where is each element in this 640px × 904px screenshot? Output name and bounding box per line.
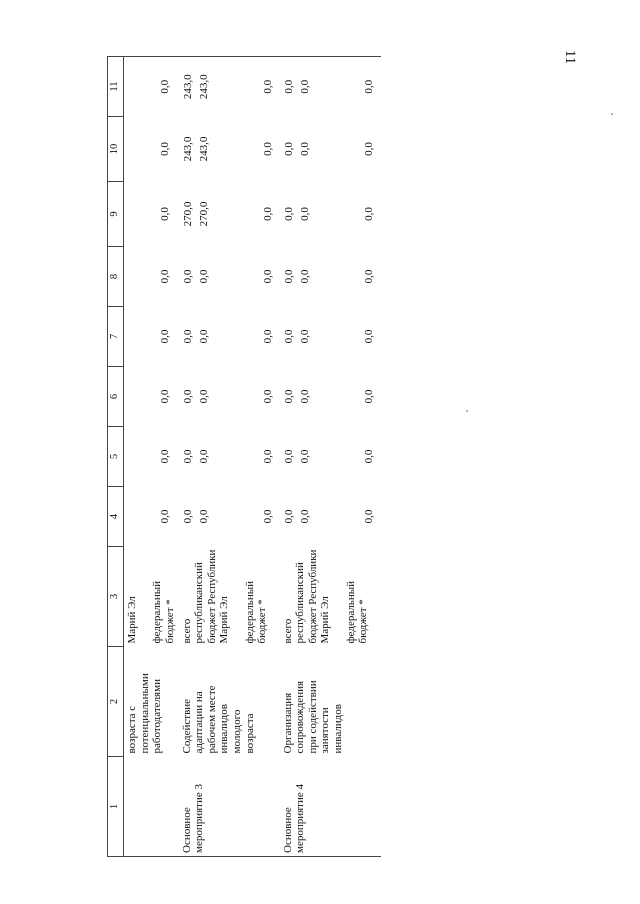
value-text: 0,0 [362,79,375,94]
funding-source-line: федеральный [243,581,256,644]
value-text: 0,0 [261,329,274,344]
value-cell [124,307,179,367]
value-text: 0,0 [298,207,311,221]
value-cell [124,117,179,182]
value-text: 0,0 [261,269,274,284]
activity-description [280,647,381,757]
header-cell: 3 [108,547,124,647]
value-cell [280,117,381,182]
funding-source-line: Марий Эл [218,596,231,644]
value-text: 243,0 [181,74,194,100]
value-cell [280,367,381,427]
value-text: 0,0 [362,449,375,464]
value-text: 0,0 [261,389,274,404]
value-text: 0,0 [159,509,171,524]
table-row [124,57,179,857]
funding-source-line: федеральный [151,581,164,644]
header-cell: 11 [108,57,124,117]
activity-description-line: сопровождения [294,680,307,754]
funding-source-line: федеральный [344,581,357,644]
page-number: 11 [562,49,578,65]
value-cell [179,247,280,307]
header-cell: 10 [108,117,124,182]
value-text: 0,0 [159,449,171,464]
activity-description-line: возраста с [126,705,138,754]
value-cell [280,182,381,247]
value-text: 0,0 [298,142,311,156]
activity-name-line: Основное [180,807,193,853]
value-text: 0,0 [298,329,311,344]
value-cell [124,182,179,247]
activity-name-line: Основное [281,807,294,853]
budget-table [107,56,381,857]
activity-description-line: молодого [231,709,244,754]
value-cell [179,57,280,117]
value-cell [179,427,280,487]
value-text: 0,0 [282,329,295,344]
activity-description-line: потенциальными [138,673,151,754]
funding-source-line: Марий Эл [319,596,332,644]
funding-source-line: бюджет * [163,599,176,644]
activity-description-line: при содействии [306,680,319,754]
value-text: 0,0 [159,269,171,284]
value-text: 0,0 [159,207,171,221]
header-cell: 7 [108,307,124,367]
value-cell [179,367,280,427]
header-cell: 2 [108,647,124,757]
funding-source-line [332,550,345,644]
header-cell: 8 [108,247,124,307]
value-text: 270,0 [197,201,210,227]
value-cell [179,117,280,182]
funding-source-line: бюджет Республики [306,549,319,644]
value-text: 0,0 [362,389,375,404]
value-text: 0,0 [159,142,171,156]
value-text: 0,0 [181,449,194,464]
value-text: 0,0 [282,79,295,94]
value-text: 0,0 [298,79,311,94]
value-cell [124,247,179,307]
value-text: 0,0 [298,449,311,464]
funding-source-line: бюджет Республики [205,549,218,644]
value-text: 0,0 [181,389,194,404]
rotated-table-container [107,57,640,857]
funding-source-line: республиканский [193,562,206,644]
value-cell [179,182,280,247]
funding-source [179,547,280,647]
value-text: 0,0 [362,269,375,284]
value-text: 243,0 [197,74,210,100]
value-text: 0,0 [159,389,171,404]
activity-description-line: адаптации на [193,691,206,754]
funding-source-line [231,550,244,644]
value-text: 0,0 [282,142,295,156]
activity-description-line: Содействие [180,698,193,754]
funding-source [280,547,381,647]
table-row [179,57,280,857]
header-cell: 4 [108,487,124,547]
value-text: 0,0 [197,269,210,284]
value-cell [124,487,179,547]
value-cell [280,427,381,487]
scan-speck [466,410,468,412]
activity-description-line: инвалидов [332,704,345,754]
value-cell [179,487,280,547]
activity-description-line: работодателями [151,679,164,754]
funding-source-line: всего [281,618,294,644]
value-text: 0,0 [159,329,171,344]
funding-source-line: Марий Эл [126,596,138,644]
funding-source-line: бюджет * [256,599,269,644]
activity-description-line: рабочем месте [205,685,218,754]
value-cell [124,427,179,487]
activity-name [124,757,179,857]
table-row [280,57,381,857]
value-cell [124,57,179,117]
value-text: 0,0 [282,389,295,404]
activity-name-line [126,760,139,854]
value-cell [124,367,179,427]
header-row [108,57,124,857]
value-text: 0,0 [181,269,194,284]
funding-source [124,547,179,647]
value-text: 270,0 [181,201,194,227]
funding-source-line: республиканский [294,562,307,644]
value-text: 0,0 [261,79,274,94]
activity-name [179,757,280,857]
value-text: 0,0 [362,509,375,524]
activity-description [179,647,280,757]
value-text: 0,0 [362,142,375,156]
funding-source-line: бюджет * [357,599,370,644]
value-text: 0,0 [261,449,274,464]
value-text: 0,0 [282,207,295,221]
value-text: 0,0 [197,509,210,524]
activity-name [280,757,381,857]
value-text: 0,0 [197,329,210,344]
value-text: 243,0 [181,136,194,162]
value-text: 0,0 [181,509,194,524]
scan-speck [611,113,613,115]
activity-description-line: занятости [319,707,332,754]
value-text: 0,0 [261,142,274,156]
value-text: 0,0 [181,329,194,344]
activity-description-line: возраста [243,713,256,754]
value-text: 0,0 [282,449,295,464]
value-text: 0,0 [261,207,274,221]
value-text: 0,0 [362,329,375,344]
value-cell [280,487,381,547]
header-cell: 6 [108,367,124,427]
activity-name-line: мероприятие 4 [294,783,307,853]
value-cell [179,307,280,367]
funding-source-line [139,550,152,644]
value-cell [280,57,381,117]
header-cell: 1 [108,757,124,857]
value-text: 0,0 [159,79,171,94]
value-text: 0,0 [298,269,311,284]
header-cell: 9 [108,182,124,247]
value-text: 0,0 [282,509,295,524]
activity-description-line: инвалидов [218,704,231,754]
activity-name-line: мероприятие 3 [193,783,206,853]
activity-description-line: Организация [281,692,294,754]
value-text: 0,0 [197,449,210,464]
value-text: 0,0 [197,389,210,404]
activity-description [124,647,179,757]
value-text: 0,0 [261,509,274,524]
value-text: 0,0 [298,389,311,404]
funding-source-line: всего [180,618,193,644]
value-cell [280,307,381,367]
value-text: 243,0 [197,136,210,162]
value-text: 0,0 [282,269,295,284]
value-text: 0,0 [298,509,311,524]
value-text: 0,0 [362,207,375,221]
value-cell [280,247,381,307]
header-cell: 5 [108,427,124,487]
